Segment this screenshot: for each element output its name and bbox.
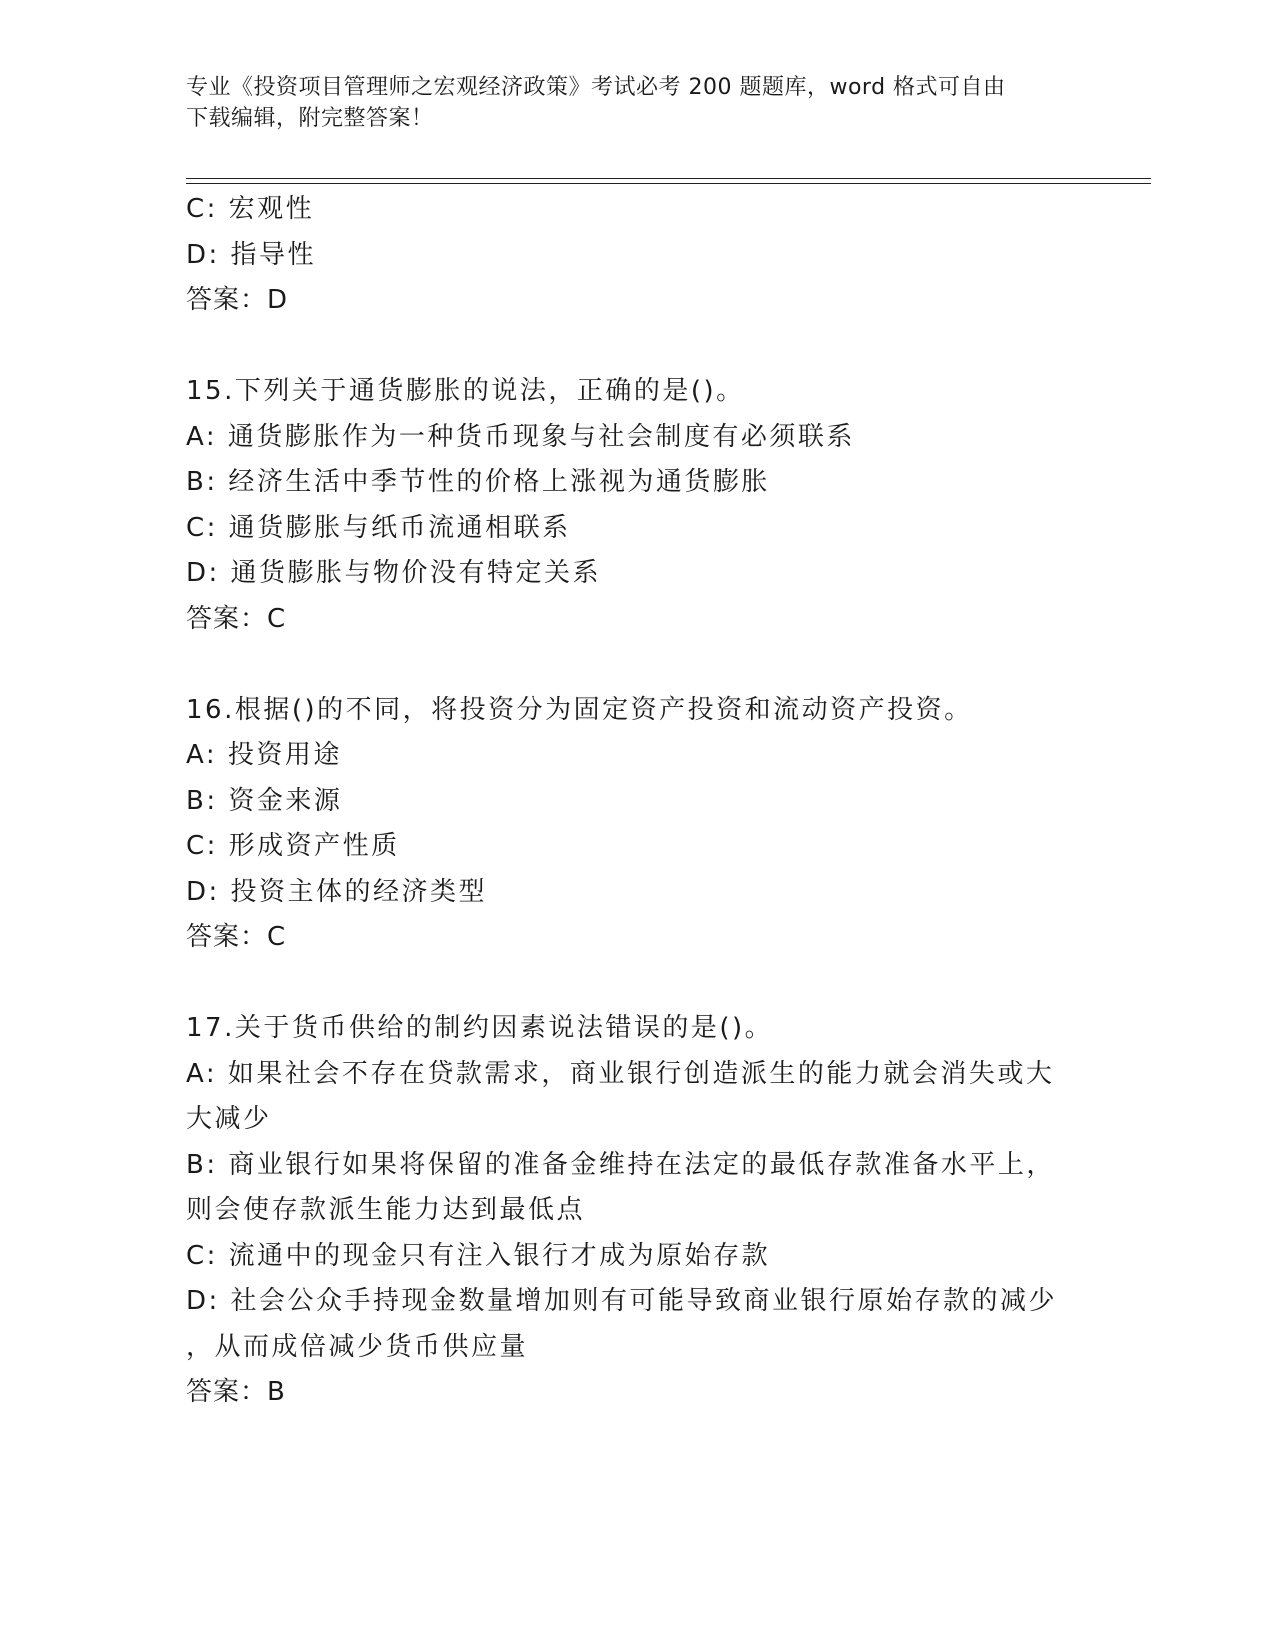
option-c: C: 宏观性 bbox=[186, 194, 315, 224]
option-b-continued: 则会使存款派生能力达到最低点 bbox=[186, 1195, 586, 1225]
option-d: D: 社会公众手持现金数量增加则有可能导致商业银行原始存款的减少 bbox=[186, 1286, 1058, 1316]
document-header bbox=[186, 72, 1066, 134]
option-c: C: 形成资产性质 bbox=[186, 831, 400, 861]
option-d: D: 通货膨胀与物价没有特定关系 bbox=[186, 558, 602, 588]
answer: 答案：C bbox=[186, 603, 287, 634]
option-b: B: 商业银行如果将保留的准备金维持在法定的最低存款准备水平上， bbox=[186, 1149, 1055, 1180]
header-line: 专业《投资项目管理师之宏观经济政策》考试必考 200 题题库，word 格式可自由 bbox=[186, 75, 1006, 100]
answer: 答案：C bbox=[186, 922, 287, 952]
question-stem: 17.关于货币供给的制约因素说法错误的是()。 bbox=[186, 1013, 774, 1043]
option-a-continued: 大减少 bbox=[186, 1104, 272, 1134]
answer: 答案：B bbox=[186, 1377, 286, 1407]
option-d: D: 投资主体的经济类型 bbox=[186, 876, 488, 907]
answer: 答案：D bbox=[186, 285, 289, 315]
option-d-continued: ，从而成倍减少货币供应量 bbox=[186, 1331, 529, 1362]
option-d: D: 指导性 bbox=[186, 239, 317, 270]
option-a: A: 投资用途 bbox=[186, 740, 342, 770]
option-b: B: 资金来源 bbox=[186, 785, 343, 816]
option-c: C: 流通中的现金只有注入银行才成为原始存款 bbox=[186, 1240, 771, 1271]
option-c: C: 通货膨胀与纸币流通相联系 bbox=[186, 512, 571, 543]
question-content bbox=[186, 187, 1086, 1416]
option-b: B: 经济生活中季节性的价格上涨视为通货膨胀 bbox=[186, 467, 770, 497]
option-a: A: 通货膨胀作为一种货币现象与社会制度有必须联系 bbox=[186, 421, 855, 452]
header-divider bbox=[186, 178, 1151, 179]
header-divider bbox=[186, 183, 1151, 184]
question-stem: 15.下列关于通货膨胀的说法，正确的是()。 bbox=[186, 376, 745, 406]
header-line: 下载编辑，附完整答案！ bbox=[186, 106, 434, 131]
question-stem: 16.根据()的不同，将投资分为固定资产投资和流动资产投资。 bbox=[186, 694, 973, 725]
option-a: A: 如果社会不存在贷款需求，商业银行创造派生的能力就会消失或大 bbox=[186, 1058, 1055, 1089]
